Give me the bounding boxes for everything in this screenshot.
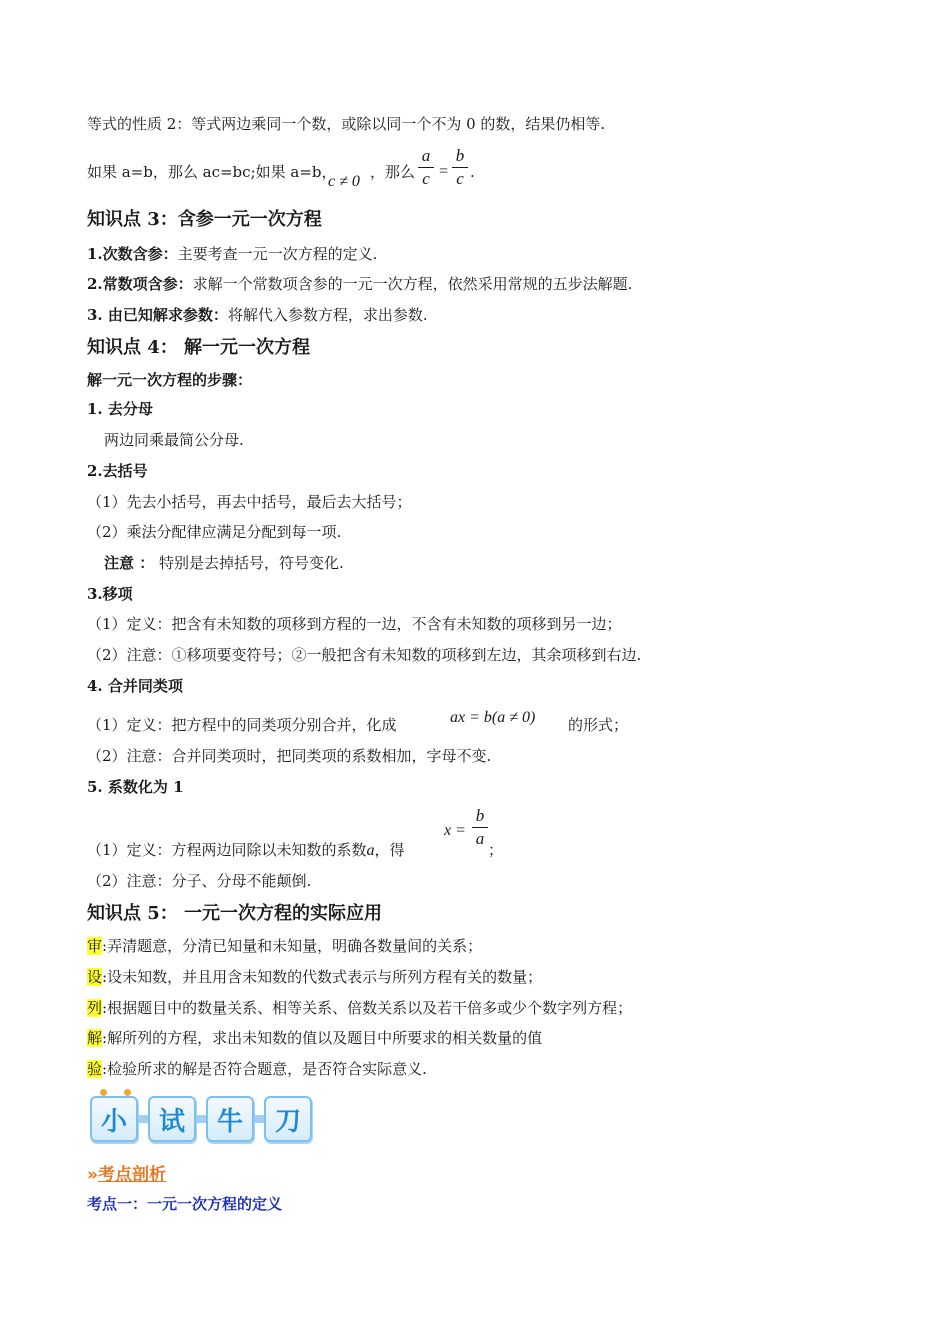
step-1-title: 1. 去分母 [87, 400, 153, 418]
highlight-key: 设 [87, 968, 103, 986]
property-2-example [87, 162, 337, 182]
kp5-item-text: :设未知数，并且用含未知数的代数式表示与所列方程有关的数量； [102, 968, 543, 986]
fraction-numerator: b [455, 146, 465, 165]
note-label: 注意 ： [104, 554, 155, 572]
badge-char: 刀 [264, 1096, 312, 1142]
kp5-item-text: :解所列的方程，求出未知数的值以及题目中所要求的相关数量的值 [102, 1029, 543, 1047]
kp4-title: 知识点 4： 解一元一次方程 [87, 337, 311, 358]
step-1-text: 两边同乘最简公分母. [104, 431, 244, 449]
highlight-key: 审 [87, 937, 103, 955]
condition-c-nonzero: c ≠ 0 [328, 173, 360, 190]
highlight-key: 列 [87, 999, 103, 1017]
kp3-item-1-text: 主要考查一元一次方程的定义. [177, 245, 378, 263]
badge-xiao-shi-niu-dao [90, 1092, 312, 1146]
fraction-a-over-c [418, 146, 434, 189]
kp5-item-text: :检验所求的解是否符合题意，是否符合实际意义. [102, 1060, 427, 1078]
kp3-item-3-text: 将解代入参数方程，求出参数. [227, 306, 428, 324]
equals-sign: = [438, 163, 449, 180]
kp5-item-text: :根据题目中的数量关系、相等关系、倍数关系以及若干倍多或少个数字列方程； [102, 999, 633, 1017]
kp3-item-1-label: 1.次数含参： [87, 245, 178, 263]
fraction-numerator: a [421, 146, 431, 165]
step-5-line-1 [87, 840, 405, 861]
kp3-item-3-label: 3. 由已知解求参数： [87, 306, 228, 324]
highlight-key: 解 [87, 1029, 103, 1047]
step-2-line-2: （2）乘法分配律应满足分配到每一项. [87, 523, 342, 541]
step-2-title: 2.去括号 [87, 462, 148, 480]
kp3-item-2-text: 求解一个常数项含参的一元一次方程，依然采用常规的五步法解题. [192, 275, 633, 293]
kp5-item [87, 1028, 542, 1048]
highlight-key: 验 [87, 1060, 103, 1078]
then-text: ，那么 [370, 163, 416, 181]
kp3-title: 知识点 3：含参一元一次方程 [87, 209, 322, 230]
kp3-item-1 [87, 244, 377, 264]
property-2-text: 等式的性质 2：等式两边乘同一个数，或除以同一个不为 0 的数，结果仍相等. [87, 115, 606, 133]
badge-char: 小 [90, 1096, 138, 1142]
fraction-b-over-c [452, 146, 468, 189]
double-chevron-icon: » [87, 1165, 98, 1185]
fraction-denominator: c [422, 169, 430, 188]
fraction-b-over-a [472, 806, 488, 849]
step-4-line-1 [87, 715, 397, 735]
step-4-form-suffix: 的形式； [568, 716, 629, 734]
example-prefix: 如果 a=b，那么 ac=bc;如果 a=b， [87, 163, 337, 181]
kp5-item [87, 936, 482, 956]
kp5-title: 知识点 5： 一元一次方程的实际应用 [87, 903, 383, 924]
step-5-title: 5. 系数化为 1 [87, 778, 184, 796]
badge-char: 牛 [206, 1096, 254, 1142]
kp5-item [87, 967, 542, 987]
step-5-end: ； [488, 841, 504, 859]
badge-char: 试 [148, 1096, 196, 1142]
fraction-bar [418, 167, 434, 168]
step-5-line-2: （2）注意：分子、分母不能颠倒. [87, 872, 312, 890]
step-2-note [104, 553, 344, 573]
section-heading[interactable] [87, 1160, 166, 1185]
kp3-item-3 [87, 305, 428, 325]
badge-connector [254, 1115, 264, 1123]
fraction-denominator: c [456, 169, 464, 188]
kp5-item [87, 998, 632, 1018]
step-5-definition-text: （1）定义：方程两边同除以未知数的系数 [87, 841, 367, 859]
kp3-item-2-label: 2.常数项含参： [87, 275, 193, 293]
step-4-line-2: （2）注意：合并同类项时，把同类项的系数相加，字母不变. [87, 747, 492, 765]
note-text: 特别是去掉括号，符号变化. [159, 554, 344, 572]
formula-ax-eq-b: ax = b(a ≠ 0) [450, 709, 536, 726]
badge-connector [196, 1115, 206, 1123]
step-3-title: 3.移项 [87, 585, 133, 603]
fraction-bar [452, 167, 468, 168]
step-2-line-1: （1）先去小括号，再去中括号，最后去大括号； [87, 493, 412, 511]
kp4-steps-title: 解一元一次方程的步骤： [87, 371, 253, 389]
formula-x-eq: x = [444, 822, 466, 839]
coefficient-a: a [366, 842, 375, 859]
exam-point-heading: 考点一：一元一次方程的定义 [87, 1195, 283, 1213]
step-5-get-text: ，得 [374, 841, 405, 859]
period: . [470, 163, 475, 181]
step-3-line-2: （2）注意：①移项要变符号；②一般把含有未知数的项移到左边，其余项移到右边. [87, 646, 642, 664]
fraction-denominator: a [475, 829, 485, 848]
fraction-numerator: b [475, 806, 485, 825]
step-3-line-1: （1）定义：把含有未知数的项移到方程的一边，不含有未知数的项移到另一边； [87, 615, 622, 633]
step-4-title: 4. 合并同类项 [87, 677, 183, 695]
fraction-bar [472, 827, 488, 828]
badge-connector [138, 1115, 148, 1123]
step-4-definition-text: （1）定义：把方程中的同类项分别合并，化成 [87, 716, 397, 734]
kp3-item-2 [87, 274, 632, 294]
kp5-item [87, 1059, 427, 1079]
kp5-item-text: :弄清题意，分清已知量和未知量，明确各数量间的关系； [102, 937, 483, 955]
section-title: 考点剖析 [97, 1165, 166, 1185]
